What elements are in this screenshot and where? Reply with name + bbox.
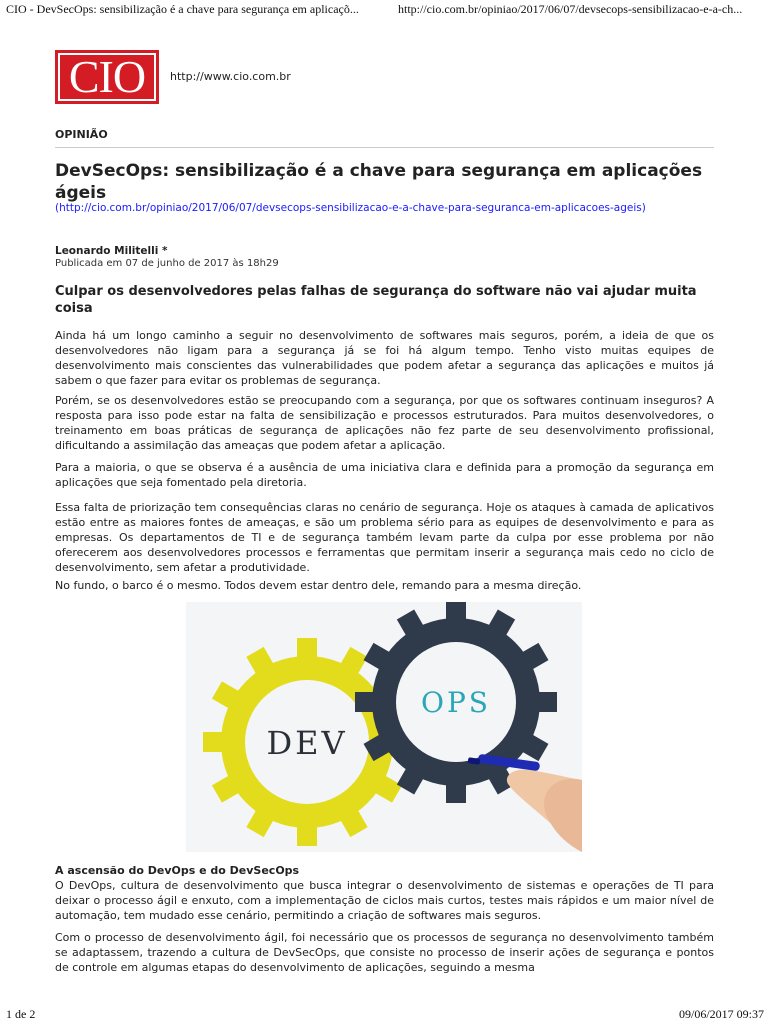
devops-gears-illustration bbox=[186, 602, 582, 852]
site-url[interactable]: http://www.cio.com.br bbox=[170, 70, 291, 83]
paragraph: No fundo, o barco é o mesmo. Todos devem estar dentro dele, remando para a mesma direção. bbox=[55, 579, 582, 592]
author-name: Leonardo Militelli * bbox=[55, 245, 168, 257]
print-footer bbox=[0, 1005, 768, 1023]
print-page-url: http://cio.com.br/opiniao/2017/06/07/devsecops-sensibilizacao-e-a-ch... bbox=[398, 2, 743, 16]
paragraph: Porém, se os desenvolvedores estão se preocupando com a segurança, por que os softwares continuam inseguros? A resposta para isso pode estar na falta de sensibilização e processos estruturados. Para muitos desenvolvedores, o treinamento em boas práticas de segurança de aplicações não fez parte de seu desenvolvimento profissional, dificultando a assimilação das ameaças que podem afetar a aplicação. bbox=[55, 394, 714, 452]
publish-date: Publicada em 07 de junho de 2017 às 18h29 bbox=[55, 258, 279, 269]
article-title: DevSecOps: sensibilização é a chave para segurança em aplicações ágeis bbox=[55, 161, 703, 203]
paragraph: Para a maioria, o que se observa é a ausência de uma iniciativa clara e definida para a promoção da segurança em aplicações que seja fomentado pela diretoria. bbox=[55, 461, 714, 489]
print-header bbox=[0, 0, 768, 18]
cio-logo[interactable] bbox=[55, 50, 159, 104]
print-page-title: CIO - DevSecOps: sensibilização é a chave para segurança em aplicaçõ... bbox=[6, 2, 359, 16]
section-divider bbox=[55, 147, 714, 148]
article-link[interactable]: (http://cio.com.br/opiniao/2017/06/07/devsecops-sensibilizacao-e-a-chave-para-seguranca-em-aplicacoes-ageis) bbox=[55, 202, 646, 214]
print-timestamp: 09/06/2017 09:37 bbox=[678, 1007, 764, 1021]
gears-svg bbox=[186, 602, 582, 852]
paragraph: Essa falta de priorização tem consequências claras no cenário de segurança. Hoje os ataques à camada de aplicativos estão entre as maiores fontes de ameaças, e são um problema sério para as equipes de desenvolvimento e para as empresas. Os departamentos de TI e de segurança também levam parte da culpa por esse problema por não oferecerem aos desenvolvedores processos e ferramentas que permitam inserir a segurança mais cedo no ciclo de desenvolvimento, sem afetar a produtividade. bbox=[55, 501, 714, 574]
section-subhead: A ascensão do DevOps e do DevSecOps bbox=[55, 864, 300, 877]
section-label: OPINIÃO bbox=[55, 128, 108, 141]
dev-gear-label: DEV bbox=[266, 724, 348, 762]
logo-text: CIO bbox=[68, 51, 146, 102]
page-count: 1 de 2 bbox=[6, 1007, 36, 1021]
paragraph: Com o processo de desenvolvimento ágil, foi necessário que os processos de segurança no desenvolvimento também se adaptassem, trazendo a cultura de DevSecOps, que consiste no processo de inserir ações de segurança e pontos de controle em algumas etapas do desenvolvimento de aplicações, seguindo a mesma bbox=[55, 931, 714, 974]
article-subtitle: Culpar os desenvolvedores pelas falhas de segurança do software não vai ajudar muita coisa bbox=[55, 284, 697, 316]
paragraph: Ainda há um longo caminho a seguir no desenvolvimento de softwares mais seguros, porém, a ideia de que os desenvolvedores não ligam para a segurança já se foi há algum tempo. Tenho visto muitas equipes de desenvolvimento mais conscientes das vulnerabilidades que podem afetar a segurança das aplicações e muitos já sabem o que fazer para evitar os problemas de segurança. bbox=[55, 329, 714, 387]
paragraph: O DevOps, cultura de desenvolvimento que busca integrar o desenvolvimento de sistemas e operações de TI para deixar o processo ágil e enxuto, com a implementação de ciclos mais curtos, testes mais rápidos e um maior nível de automação, tem mudado esse cenário, permitindo a criação de softwares mais seguros. bbox=[55, 879, 714, 922]
ops-gear-label: OPS bbox=[421, 686, 491, 719]
